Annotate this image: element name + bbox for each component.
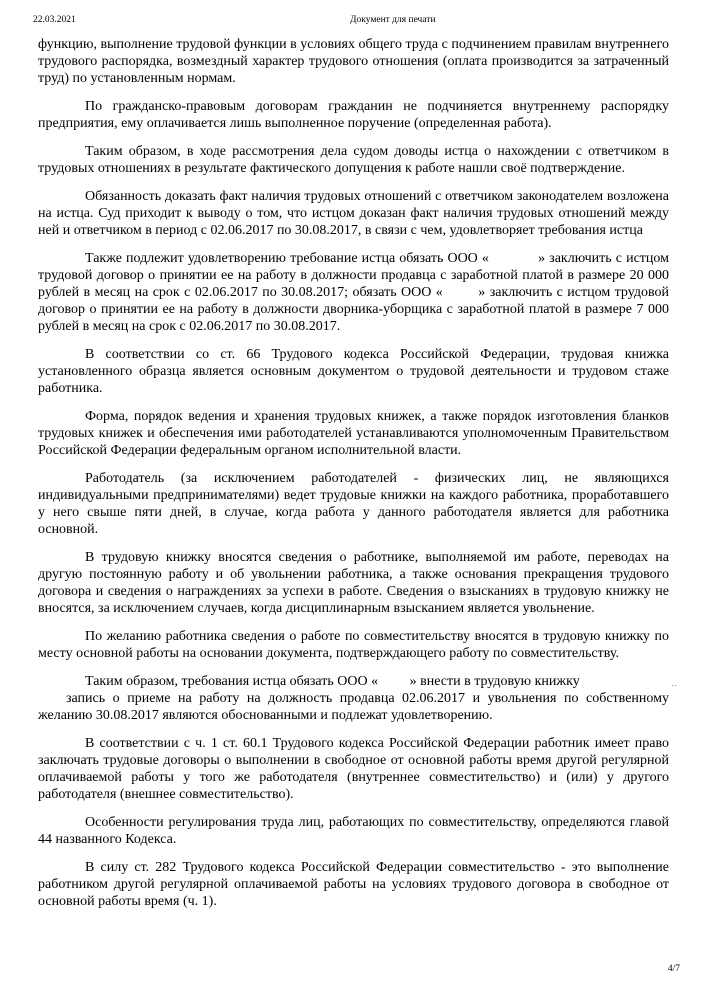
paragraph: Таким образом, в ходе рассмотрения дела судом доводы истца о нахождении с ответчиком в трудовых отношениях в результате фактического допущения к работе нашли своё подтверждение. [38,144,669,176]
paragraph: В соответствии с ч. 1 ст. 60.1 Трудового кодекса Российской Федерации работник имеет право заключать трудовые договоры о выполнении в свободное от основной работы время другой регулярной оплачиваемой работы у того же работодателя (внутреннее совместительство) и (или) у другого работодателя (внешнее совместительство). [38,736,669,802]
paragraph: Таким образом, требования истца обязать ООО « » внести в трудовую книжку [85,674,580,689]
paragraph: Работодатель (за исключением работодателей - физических лиц, не являющихся индивидуальными предпринимателями) ведет трудовые книжки на каждого работника, проработавшего у него свыше пяти дней, в случае, когда работа у данного работодателя является для работника основной. [38,471,669,537]
paragraph: функцию, выполнение трудовой функции в условиях общего труда с подчинением правилам внутреннего трудового распорядка, возмездный характер трудового отношения (оплата производится за затраченный труд) по установленным нормам. [38,37,669,86]
paragraph: По гражданско-правовым договорам гражданин не подчиняется внутреннему распорядку предприятия, ему оплачивается лишь выполненное поручение (определенная работа). [38,99,669,131]
document-body [38,36,669,910]
paragraph: В трудовую книжку вносятся сведения о работнике, выполняемой им работе, переводах на другую постоянную работу и об увольнении работника, а также основания прекращения трудового договора и сведения о награждениях за успехи в работе. Сведения о взысканиях в трудовую книжку не вносятся, за исключением случаев, когда дисциплинарным взысканием является увольнение. [38,550,669,616]
paragraph: В соответствии со ст. 66 Трудового кодекса Российской Федерации, трудовая книжка установленного образца является основным документом о трудовой деятельности и трудовом стаже работника. [38,347,669,396]
header-date: 22.03.2021 [33,15,76,25]
paragraph: В силу ст. 282 Трудового кодекса Российской Федерации совместительство - это выполнение работником другой регулярной оплачиваемой работы на условиях трудового договора в свободное от основной работы время (ч. 1). [38,860,669,909]
paragraph: запись о приеме на работу на должность продавца 02.06.2017 и увольнения по собственному желанию 30.08.2017 являются обоснованными и подлежат удовлетворению. [38,691,669,723]
header-document-title: Документ для печати [350,15,436,25]
page-number: 4/7 [667,964,680,974]
paragraph: Обязанность доказать факт наличия трудовых отношений с ответчиком законодателем возложена на истца. Суд приходит к выводу о том, что истцом доказан факт наличия трудовых отношений между ней и ответчиком в период с 02.06.2017 по 30.08.2017, в связи с чем, удовлетворяет требования истца [38,189,669,238]
paragraph: Форма, порядок ведения и хранения трудовых книжек, а также порядок изготовления бланков трудовых книжек и обеспечения ими работодателей устанавливаются уполномоченным Правительством Российской Федерации федеральным органом исполнительной власти. [38,409,669,458]
paragraph: Особенности регулирования труда лиц, работающих по совместительству, определяются главой 44 названного Кодекса. [38,815,669,847]
stray-mark: .. [672,680,678,688]
paragraph: По желанию работника сведения о работе по совместительству вносятся в трудовую книжку по месту основной работы на основании документа, подтверждающего работу по совместительству. [38,629,669,661]
paragraph: Также подлежит удовлетворению требование истца обязать ООО « » заключить с истцом трудовой договор о принятии ее на работу в должности продавца с заработной платой в размере 20 000 рублей в месяц на срок с 02.06.2017 по 30.08.2017; обязать ООО « » заключить с истцом трудовой договор о принятии ее на работу в должности дворника-уборщика с заработной платой в размере 7 000 рублей в месяц на срок с 02.06.2017 по 30.08.2017. [38,251,669,334]
